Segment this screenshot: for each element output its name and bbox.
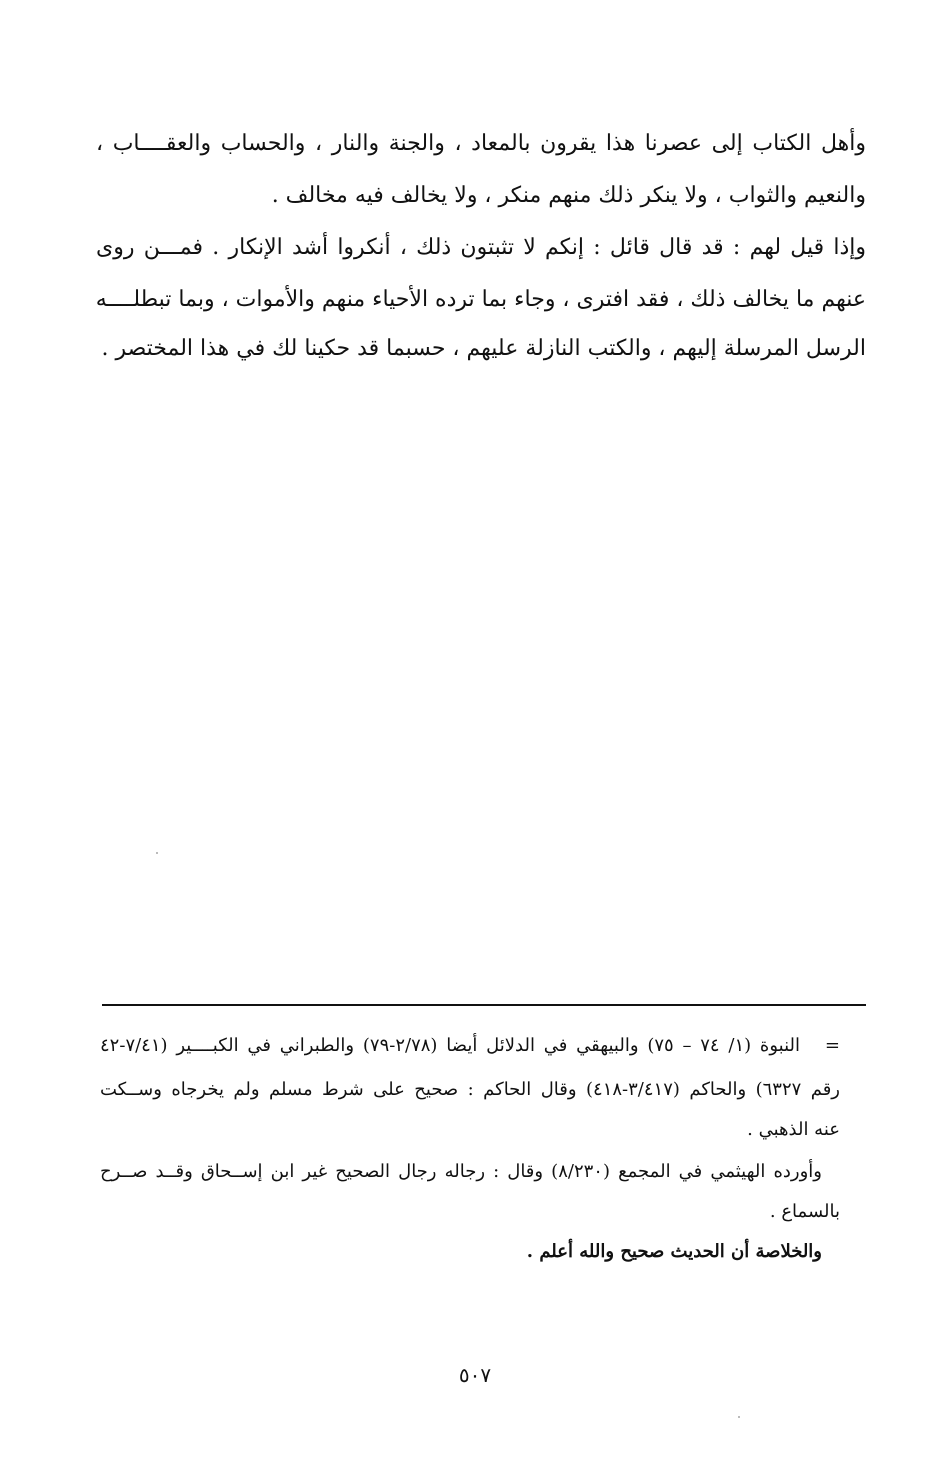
footnote-line: عنه الذهبي .	[747, 1119, 840, 1140]
footnote-conclusion: والخلاصة أن الحديث صحيح والله أعلم .	[526, 1241, 822, 1262]
scan-speck	[738, 1416, 740, 1418]
page-number: ٥٠٧	[458, 1363, 492, 1387]
body-line: وأهل الكتاب إلى عصرنا هذا يقرون بالمعاد ، والجنة والنار ، والحساب والعقــــاب ،	[96, 131, 866, 156]
scan-speck	[156, 852, 158, 854]
body-line: الرسل المرسلة إليهم ، والكتب النازلة عليهم ، حسبما قد حكينا لك في هذا المختصر .	[101, 336, 866, 361]
body-line: والنعيم والثواب ، ولا ينكر ذلك منهم منكر ، ولا يخالف فيه مخالف .	[271, 183, 866, 208]
footnote-line: وأورده الهيثمي في المجمع (٨/٢٣٠) وقال : رجاله رجال الصحيح غير ابن إســحاق وقــد صــرح	[100, 1161, 822, 1182]
footnote-separator	[102, 1004, 866, 1006]
footnote-line: النبوة (١/ ٧٤ – ٧٥) والبيهقي في الدلائل أيضا (٢/٧٨-٧٩) والطبراني في الكبــــير (٧/٤١-٤٢	[100, 1035, 800, 1056]
footnote-line: بالسماع .	[769, 1201, 840, 1222]
body-line: وإذا قيل لهم : قد قال قائل : إنكم لا تثبتون ذلك ، أنكروا أشد الإنكار . فمـــن روى	[96, 235, 866, 260]
footnote-line: رقم ٦٣٢٧) والحاكم (٣/٤١٧-٤١٨) وقال الحاكم : صحيح على شرط مسلم ولم يخرجاه وســكت	[100, 1079, 841, 1100]
footnote-continuation-mark: =	[824, 1035, 840, 1056]
body-line: عنهم ما يخالف ذلك ، فقد افترى ، وجاء بما ترده الأحياء منهم والأموات ، وبما تبطلــــه	[95, 287, 866, 312]
